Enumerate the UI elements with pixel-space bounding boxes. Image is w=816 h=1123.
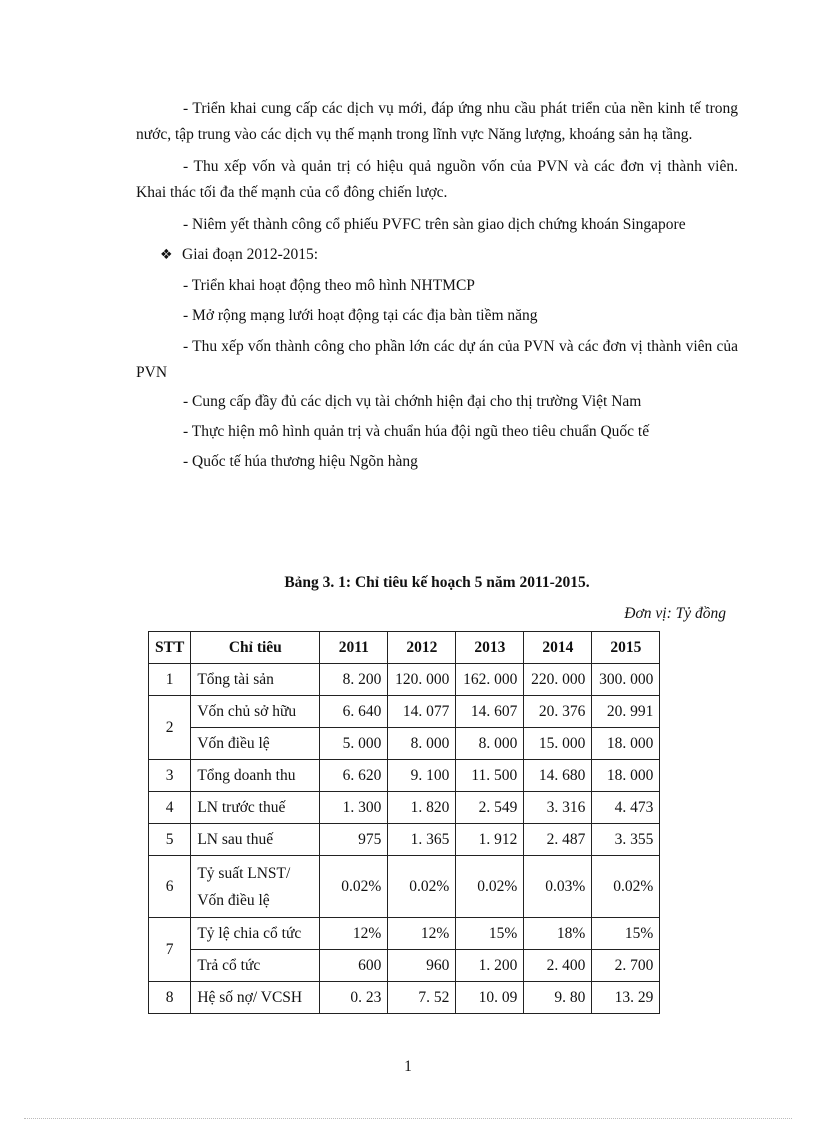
value-cell: 3. 316: [524, 792, 592, 824]
value-cell: 1. 365: [388, 824, 456, 856]
value-cell: 0. 23: [320, 982, 388, 1014]
header-cell: 2013: [456, 632, 524, 664]
stt-cell: 6: [149, 856, 191, 918]
value-cell: 3. 355: [592, 824, 660, 856]
value-cell: 7. 52: [388, 982, 456, 1014]
plan-table: [148, 631, 660, 1014]
header-cell: 2014: [524, 632, 592, 664]
value-cell: 1. 912: [456, 824, 524, 856]
stt-cell: 7: [149, 918, 191, 982]
value-cell: 120. 000: [388, 664, 456, 696]
document-body: [136, 96, 738, 472]
value-cell: 2. 700: [592, 950, 660, 982]
table-row: [149, 792, 660, 824]
header-cell: Chỉ tiêu: [191, 632, 320, 664]
label-cell: Hệ số nợ/ VCSH: [191, 982, 320, 1014]
label-line: Tỷ suất LNST/: [197, 864, 291, 882]
value-cell: 2. 400: [524, 950, 592, 982]
table-row: [149, 918, 660, 950]
bullet-text: Giai đoạn 2012-2015:: [182, 246, 319, 263]
value-cell: 11. 500: [456, 760, 524, 792]
table-header-row: [149, 632, 660, 664]
value-cell: 15%: [456, 918, 524, 950]
stt-cell: 8: [149, 982, 191, 1014]
value-cell: 6. 620: [320, 760, 388, 792]
value-cell: 12%: [388, 918, 456, 950]
header-cell: STT: [149, 632, 191, 664]
label-cell: LN sau thuế: [191, 824, 320, 856]
stt-cell: 3: [149, 760, 191, 792]
header-cell: 2011: [320, 632, 388, 664]
value-cell: 600: [320, 950, 388, 982]
paragraph-1: - Triển khai cung cấp các dịch vụ mới, đáp ứng nhu cầu phát triển của nền kinh tế trong nước, tập trung vào các dịch vụ thế mạnh trong lĩnh vực Năng lượng, khoáng sản hạ tầng.: [136, 100, 738, 143]
value-cell: 14. 680: [524, 760, 592, 792]
value-cell: 975: [320, 824, 388, 856]
value-cell: 8. 200: [320, 664, 388, 696]
value-cell: 8. 000: [388, 728, 456, 760]
stt-cell: 5: [149, 824, 191, 856]
value-cell: 4. 473: [592, 792, 660, 824]
value-cell: 960: [388, 950, 456, 982]
value-cell: 18. 000: [592, 760, 660, 792]
value-cell: 20. 376: [524, 696, 592, 728]
value-cell: 18%: [524, 918, 592, 950]
label-line: Vốn điều lệ: [197, 891, 270, 909]
table-row: [149, 982, 660, 1014]
value-cell: 9. 100: [388, 760, 456, 792]
value-cell: 14. 607: [456, 696, 524, 728]
label-cell: Vốn chủ sở hữu: [191, 696, 320, 728]
value-cell: 220. 000: [524, 664, 592, 696]
value-cell: 162. 000: [456, 664, 524, 696]
footer-divider: [24, 1118, 792, 1119]
table-row: [149, 664, 660, 696]
value-cell: 2. 487: [524, 824, 592, 856]
bullet-item: [136, 244, 738, 266]
label-cell: Vốn điều lệ: [191, 728, 320, 760]
header-cell: 2012: [388, 632, 456, 664]
diamond-bullet-icon: ❖: [160, 247, 173, 263]
value-cell: 15. 000: [524, 728, 592, 760]
value-cell: 1. 200: [456, 950, 524, 982]
page-number: 1: [404, 1058, 412, 1075]
value-cell: 10. 09: [456, 982, 524, 1014]
value-cell: 12%: [320, 918, 388, 950]
value-cell: 14. 077: [388, 696, 456, 728]
table-row: [149, 950, 660, 982]
table-row: [149, 824, 660, 856]
table-caption: Bảng 3. 1: Chỉ tiêu kế hoạch 5 năm 2011-2015.: [284, 574, 590, 591]
value-cell: 2. 549: [456, 792, 524, 824]
value-cell: 9. 80: [524, 982, 592, 1014]
paragraph-3: - Niêm yết thành công cổ phiếu PVFC trên sàn giao dịch chứng khoán Singapore: [183, 216, 686, 233]
label-cell: [191, 856, 320, 918]
stt-cell: 4: [149, 792, 191, 824]
stt-cell: 2: [149, 696, 191, 760]
table-row: [149, 696, 660, 728]
list-item: - Mở rộng mạng lưới hoạt động tại các địa bàn tiềm năng: [183, 307, 538, 324]
value-cell: 13. 29: [592, 982, 660, 1014]
table-row: [149, 728, 660, 760]
value-cell: 300. 000: [592, 664, 660, 696]
value-cell: 6. 640: [320, 696, 388, 728]
value-cell: 8. 000: [456, 728, 524, 760]
label-cell: Tỷ lệ chia cổ tức: [191, 918, 320, 950]
list-item: - Thực hiện mô hình quản trị và chuẩn húa đội ngũ theo tiêu chuẩn Quốc tế: [183, 423, 650, 440]
label-cell: LN trước thuế: [191, 792, 320, 824]
value-cell: 0.03%: [524, 856, 592, 918]
paragraph-2: - Thu xếp vốn và quản trị có hiệu quả nguồn vốn của PVN và các đơn vị thành viên. Khai thác tối đa thế mạnh của cổ đông chiến lược.: [136, 158, 738, 201]
paragraph-4: - Thu xếp vốn thành công cho phần lớn các dự án của PVN và các đơn vị thành viên của PVN: [136, 338, 738, 381]
value-cell: 15%: [592, 918, 660, 950]
value-cell: 18. 000: [592, 728, 660, 760]
value-cell: 20. 991: [592, 696, 660, 728]
label-cell: Tổng doanh thu: [191, 760, 320, 792]
table-unit: Đơn vị: Tỷ đồng: [624, 605, 726, 622]
value-cell: 1. 820: [388, 792, 456, 824]
list-item: - Triển khai hoạt động theo mô hình NHTMCP: [183, 277, 475, 294]
stt-cell: 1: [149, 664, 191, 696]
table-row: [149, 856, 660, 918]
value-cell: 0.02%: [320, 856, 388, 918]
value-cell: 0.02%: [592, 856, 660, 918]
value-cell: 0.02%: [388, 856, 456, 918]
value-cell: 5. 000: [320, 728, 388, 760]
header-cell: 2015: [592, 632, 660, 664]
list-item: - Cung cấp đầy đủ các dịch vụ tài chớnh hiện đại cho thị trường Việt Nam: [183, 393, 642, 410]
value-cell: 0.02%: [456, 856, 524, 918]
table-row: [149, 760, 660, 792]
list-item: - Quốc tế húa thương hiệu Ngõn hàng: [183, 453, 418, 470]
label-cell: Trả cổ tức: [191, 950, 320, 982]
value-cell: 1. 300: [320, 792, 388, 824]
label-cell: Tổng tài sản: [191, 664, 320, 696]
